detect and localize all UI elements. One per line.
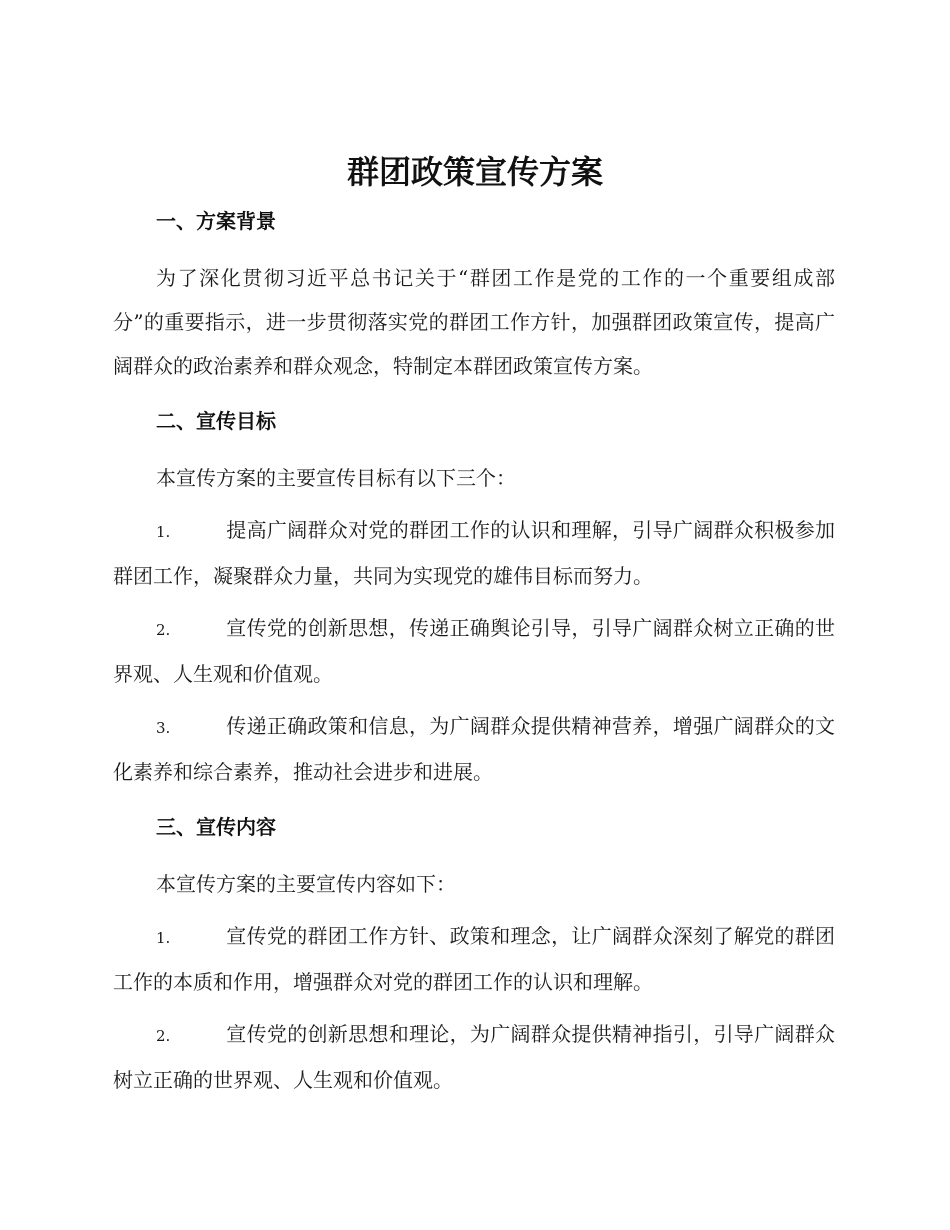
document-body [113, 202, 835, 1110]
content-item [113, 914, 835, 1004]
goal-item [113, 704, 835, 794]
content-intro: 本宣传方案的主要宣传内容如下： [156, 872, 456, 896]
section-heading-background: 一、方案背景 [156, 209, 276, 233]
list-number: 1. [156, 929, 171, 947]
content-item [113, 1012, 835, 1102]
list-item-text: 传递正确政策和信息，为广阔群众提供精神营养，增强广阔群众的文化素养和综合素养，推动社会进步和进展。 [113, 714, 835, 784]
list-item-text: 提高广阔群众对党的群团工作的认识和理解，引导广阔群众积极参加群团工作，凝聚群众力量，共同为实现党的雄伟目标而努力。 [113, 518, 835, 588]
goal-item [113, 606, 835, 696]
section-heading-content: 三、宣传内容 [156, 815, 276, 839]
document-title: 群团政策宣传方案 [346, 153, 603, 191]
list-item-text: 宣传党的创新思想，传递正确舆论引导，引导广阔群众树立正确的世界观、人生观和价值观。 [113, 616, 835, 686]
list-number: 2. [156, 621, 171, 639]
section-heading-goals: 二、宣传目标 [156, 409, 276, 433]
list-number: 2. [156, 1027, 171, 1045]
list-item-text: 宣传党的创新思想和理论，为广阔群众提供精神指引，引导广阔群众树立正确的世界观、人生观和价值观。 [113, 1022, 835, 1092]
goals-intro: 本宣传方案的主要宣传目标有以下三个： [156, 466, 516, 490]
list-number: 3. [156, 719, 171, 737]
goal-item [113, 508, 835, 598]
background-paragraph: 为了深化贯彻习近平总书记关于“群团工作是党的工作的一个重要组成部分”的重要指示，进一步贯彻落实党的群团工作方针，加强群团政策宣传，提高广阔群众的政治素养和群众观念，特制定本群团政策宣传方案。 [113, 266, 835, 378]
list-item-text: 宣传党的群团工作方针、政策和理念，让广阔群众深刻了解党的群团工作的本质和作用，增强群众对党的群团工作的认识和理解。 [113, 924, 835, 994]
list-number: 1. [156, 523, 171, 541]
